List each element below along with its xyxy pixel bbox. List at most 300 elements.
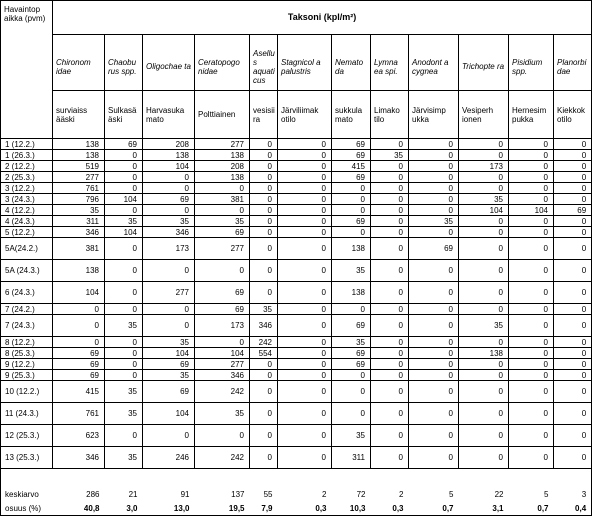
taxon-finnish-name: Limako tilo bbox=[371, 91, 409, 139]
row-date-label: 9 (12.2.) bbox=[1, 359, 53, 370]
table-cell: 0 bbox=[509, 403, 554, 425]
table-cell: 0 bbox=[509, 381, 554, 403]
table-cell: 0 bbox=[250, 150, 278, 161]
table-cell: 0 bbox=[459, 359, 509, 370]
table-cell: 0 bbox=[554, 403, 592, 425]
table-cell: 0 bbox=[554, 337, 592, 348]
table-cell: 138 bbox=[332, 282, 371, 304]
taxon-latin-name: Trichopte ra bbox=[459, 35, 509, 91]
table-cell: 138 bbox=[143, 150, 195, 161]
taxon-finnish-name: Harvasuka mato bbox=[143, 91, 195, 139]
table-cell: 35 bbox=[250, 304, 278, 315]
row-date-label: 13 (25.3.) bbox=[1, 447, 53, 469]
table-cell: 0 bbox=[143, 315, 195, 337]
table-cell: 69 bbox=[53, 359, 105, 370]
table-cell: 0 bbox=[278, 381, 332, 403]
table-row bbox=[1, 172, 592, 183]
table-cell: 0 bbox=[509, 194, 554, 205]
table-cell: 69 bbox=[554, 205, 592, 216]
table-cell: 0 bbox=[332, 183, 371, 194]
table-cell: 0 bbox=[554, 238, 592, 260]
table-cell: 0 bbox=[509, 183, 554, 194]
table-cell: 0 bbox=[371, 161, 409, 172]
table-cell: 346 bbox=[250, 315, 278, 337]
table-cell: 0 bbox=[105, 205, 143, 216]
table-cell: 0 bbox=[195, 337, 250, 348]
table-cell: 381 bbox=[195, 194, 250, 205]
table-cell: 0 bbox=[371, 260, 409, 282]
table-cell: 0 bbox=[409, 183, 459, 194]
table-cell: 0 bbox=[371, 370, 409, 381]
table-cell: 0 bbox=[105, 348, 143, 359]
table-cell: 0 bbox=[371, 403, 409, 425]
table-cell: 35 bbox=[332, 425, 371, 447]
taxon-finnish-name: Kiekkok otilo bbox=[554, 91, 592, 139]
table-cell: 277 bbox=[53, 172, 105, 183]
table-cell: 0 bbox=[459, 304, 509, 315]
table-cell: 0 bbox=[371, 348, 409, 359]
share-row-value: 40,8 bbox=[53, 501, 105, 516]
share-row-value: 3,0 bbox=[105, 501, 143, 516]
table-cell: 277 bbox=[195, 359, 250, 370]
row-date-label: 8 (12.2.) bbox=[1, 337, 53, 348]
table-cell: 242 bbox=[195, 381, 250, 403]
table-cell: 69 bbox=[195, 282, 250, 304]
table-cell: 0 bbox=[371, 315, 409, 337]
table-cell: 35 bbox=[53, 205, 105, 216]
table-cell: 0 bbox=[371, 227, 409, 238]
table-cell: 0 bbox=[250, 227, 278, 238]
table-cell: 0 bbox=[509, 315, 554, 337]
table-row bbox=[1, 205, 592, 216]
table-cell: 0 bbox=[143, 304, 195, 315]
share-row bbox=[1, 501, 592, 516]
taxon-latin-name: Asellu s aquati cus bbox=[250, 35, 278, 91]
table-cell: 0 bbox=[459, 337, 509, 348]
table-cell: 0 bbox=[409, 282, 459, 304]
average-row-value: 2 bbox=[278, 469, 332, 502]
table-cell: 104 bbox=[143, 403, 195, 425]
table-cell: 346 bbox=[53, 447, 105, 469]
taxa-title: Taksoni (kpl/m²) bbox=[53, 1, 592, 35]
table-cell: 69 bbox=[332, 150, 371, 161]
table-cell: 0 bbox=[554, 315, 592, 337]
table-cell: 35 bbox=[105, 216, 143, 227]
table-cell: 0 bbox=[509, 260, 554, 282]
table-cell: 277 bbox=[195, 238, 250, 260]
table-row bbox=[1, 216, 592, 227]
table-cell: 415 bbox=[332, 161, 371, 172]
table-cell: 0 bbox=[250, 205, 278, 216]
table-cell: 0 bbox=[371, 238, 409, 260]
table-cell: 346 bbox=[195, 370, 250, 381]
average-row-value: 2 bbox=[371, 469, 409, 502]
table-cell: 0 bbox=[250, 260, 278, 282]
table-cell: 0 bbox=[459, 425, 509, 447]
table-cell: 104 bbox=[195, 348, 250, 359]
table-cell: 0 bbox=[409, 304, 459, 315]
table-cell: 138 bbox=[195, 150, 250, 161]
table-cell: 0 bbox=[250, 216, 278, 227]
table-cell: 0 bbox=[371, 425, 409, 447]
table-cell: 0 bbox=[371, 194, 409, 205]
row-date-label: 5A(24.2.) bbox=[1, 238, 53, 260]
table-cell: 0 bbox=[195, 205, 250, 216]
table-cell: 311 bbox=[332, 447, 371, 469]
table-cell: 0 bbox=[371, 337, 409, 348]
table-cell: 0 bbox=[459, 150, 509, 161]
table-cell: 0 bbox=[278, 238, 332, 260]
table-cell: 0 bbox=[371, 139, 409, 150]
table-cell: 0 bbox=[250, 370, 278, 381]
average-row-value: 3 bbox=[554, 469, 592, 502]
table-cell: 69 bbox=[143, 359, 195, 370]
table-cell: 0 bbox=[509, 425, 554, 447]
table-cell: 0 bbox=[554, 370, 592, 381]
table-cell: 0 bbox=[195, 260, 250, 282]
row-date-label: 7 (24.3.) bbox=[1, 315, 53, 337]
table-cell: 346 bbox=[53, 227, 105, 238]
table-cell: 0 bbox=[409, 447, 459, 469]
table-cell: 0 bbox=[250, 381, 278, 403]
table-cell: 0 bbox=[509, 348, 554, 359]
table-row bbox=[1, 282, 592, 304]
table-cell: 0 bbox=[250, 183, 278, 194]
average-row-value: 137 bbox=[195, 469, 250, 502]
table-cell: 0 bbox=[459, 403, 509, 425]
table-cell: 0 bbox=[371, 282, 409, 304]
average-row-value: 5 bbox=[409, 469, 459, 502]
average-row-value: 55 bbox=[250, 469, 278, 502]
row-date-label: 4 (12.2.) bbox=[1, 205, 53, 216]
table-cell: 0 bbox=[278, 150, 332, 161]
table-cell: 0 bbox=[459, 381, 509, 403]
table-row bbox=[1, 227, 592, 238]
share-row-value: 0,7 bbox=[409, 501, 459, 516]
table-cell: 0 bbox=[554, 161, 592, 172]
table-cell: 104 bbox=[53, 282, 105, 304]
row-date-label: 10 (12.2.) bbox=[1, 381, 53, 403]
table-cell: 0 bbox=[554, 227, 592, 238]
table-cell: 69 bbox=[143, 381, 195, 403]
row-date-label: 12 (25.3.) bbox=[1, 425, 53, 447]
table-cell: 0 bbox=[278, 194, 332, 205]
row-date-label: 8 (25.3.) bbox=[1, 348, 53, 359]
table-cell: 0 bbox=[459, 172, 509, 183]
table-cell: 0 bbox=[332, 381, 371, 403]
taxon-latin-name: Chironom idae bbox=[53, 35, 105, 91]
table-cell: 0 bbox=[105, 183, 143, 194]
table-cell: 35 bbox=[332, 337, 371, 348]
table-cell: 104 bbox=[105, 194, 143, 205]
taxon-latin-name: Chaobu rus spp. bbox=[105, 35, 143, 91]
table-cell: 0 bbox=[332, 194, 371, 205]
table-cell: 0 bbox=[509, 304, 554, 315]
table-row bbox=[1, 139, 592, 150]
taxon-latin-name: Pisidium spp. bbox=[509, 35, 554, 91]
table-cell: 0 bbox=[105, 359, 143, 370]
table-cell: 0 bbox=[554, 348, 592, 359]
table-cell: 0 bbox=[371, 447, 409, 469]
table-cell: 0 bbox=[105, 370, 143, 381]
table-row bbox=[1, 315, 592, 337]
table-cell: 0 bbox=[409, 348, 459, 359]
table-cell: 0 bbox=[509, 337, 554, 348]
table-row bbox=[1, 337, 592, 348]
table-cell: 0 bbox=[459, 238, 509, 260]
table-cell: 35 bbox=[105, 447, 143, 469]
table-cell: 138 bbox=[332, 238, 371, 260]
table-cell: 0 bbox=[105, 172, 143, 183]
table-cell: 0 bbox=[509, 370, 554, 381]
table-row bbox=[1, 194, 592, 205]
table-cell: 0 bbox=[554, 194, 592, 205]
table-cell: 0 bbox=[278, 139, 332, 150]
table-cell: 0 bbox=[278, 282, 332, 304]
table-cell: 0 bbox=[105, 238, 143, 260]
table-cell: 35 bbox=[143, 216, 195, 227]
table-cell: 0 bbox=[195, 183, 250, 194]
share-row-value: 0,3 bbox=[371, 501, 409, 516]
row-date-label: 1 (12.2.) bbox=[1, 139, 53, 150]
table-cell: 0 bbox=[278, 315, 332, 337]
average-row-value: 286 bbox=[53, 469, 105, 502]
taxon-latin-name: Ceratopogo nidae bbox=[195, 35, 250, 91]
table-cell: 0 bbox=[332, 370, 371, 381]
table-row bbox=[1, 304, 592, 315]
average-row bbox=[1, 469, 592, 502]
table-cell: 0 bbox=[143, 183, 195, 194]
table-row bbox=[1, 183, 592, 194]
table-cell: 35 bbox=[195, 216, 250, 227]
table-row bbox=[1, 381, 592, 403]
table-cell: 0 bbox=[509, 447, 554, 469]
table-cell: 35 bbox=[459, 315, 509, 337]
table-cell: 0 bbox=[409, 161, 459, 172]
share-row-label: osuus (%) bbox=[1, 501, 53, 516]
taxon-finnish-name: Järvisimp ukka bbox=[409, 91, 459, 139]
header-row-finnish-names bbox=[1, 91, 592, 139]
header-row-title bbox=[1, 1, 592, 35]
table-cell: 0 bbox=[278, 348, 332, 359]
table-cell: 0 bbox=[509, 172, 554, 183]
table-cell: 0 bbox=[554, 425, 592, 447]
table-cell: 69 bbox=[332, 348, 371, 359]
table-row bbox=[1, 150, 592, 161]
table-cell: 0 bbox=[459, 227, 509, 238]
table-body bbox=[1, 1, 592, 516]
table-cell: 0 bbox=[371, 304, 409, 315]
table-cell: 0 bbox=[459, 447, 509, 469]
table-cell: 0 bbox=[143, 425, 195, 447]
table-cell: 35 bbox=[332, 260, 371, 282]
table-cell: 519 bbox=[53, 161, 105, 172]
table-cell: 69 bbox=[409, 238, 459, 260]
table-cell: 173 bbox=[195, 315, 250, 337]
table-cell: 0 bbox=[143, 172, 195, 183]
table-cell: 0 bbox=[409, 359, 459, 370]
table-row bbox=[1, 238, 592, 260]
table-cell: 0 bbox=[409, 403, 459, 425]
table-cell: 0 bbox=[554, 381, 592, 403]
table-cell: 0 bbox=[250, 282, 278, 304]
table-cell: 0 bbox=[409, 370, 459, 381]
table-cell: 104 bbox=[143, 161, 195, 172]
header-row-latin-names bbox=[1, 35, 592, 91]
table-cell: 0 bbox=[250, 425, 278, 447]
table-cell: 0 bbox=[250, 161, 278, 172]
table-cell: 381 bbox=[53, 238, 105, 260]
average-row-value: 91 bbox=[143, 469, 195, 502]
table-cell: 69 bbox=[53, 348, 105, 359]
table-cell: 0 bbox=[332, 205, 371, 216]
row-date-label: 3 (24.3.) bbox=[1, 194, 53, 205]
taxon-finnish-name: Vesiperh ionen bbox=[459, 91, 509, 139]
table-cell: 0 bbox=[105, 304, 143, 315]
average-row-value: 5 bbox=[509, 469, 554, 502]
row-date-label: 11 (24.3.) bbox=[1, 403, 53, 425]
row-date-label: 3 (12.2.) bbox=[1, 183, 53, 194]
row-date-label: 7 (24.2.) bbox=[1, 304, 53, 315]
table-cell: 0 bbox=[278, 304, 332, 315]
table-cell: 761 bbox=[53, 403, 105, 425]
table-cell: 69 bbox=[195, 227, 250, 238]
table-cell: 0 bbox=[459, 282, 509, 304]
average-row-value: 22 bbox=[459, 469, 509, 502]
table-row bbox=[1, 403, 592, 425]
table-cell: 69 bbox=[332, 315, 371, 337]
table-cell: 0 bbox=[250, 172, 278, 183]
table-cell: 0 bbox=[459, 370, 509, 381]
table-row bbox=[1, 161, 592, 172]
row-date-label: 1 (26.3.) bbox=[1, 150, 53, 161]
row-date-label: 5A (24.3.) bbox=[1, 260, 53, 282]
taxon-finnish-name: vesisii ra bbox=[250, 91, 278, 139]
table-cell: 242 bbox=[250, 337, 278, 348]
share-row-value: 13,0 bbox=[143, 501, 195, 516]
table-cell: 0 bbox=[459, 216, 509, 227]
taxon-latin-name: Oligochae ta bbox=[143, 35, 195, 91]
table-cell: 277 bbox=[143, 282, 195, 304]
share-row-value: 0,7 bbox=[509, 501, 554, 516]
table-cell: 623 bbox=[53, 425, 105, 447]
table-cell: 0 bbox=[143, 260, 195, 282]
table-cell: 35 bbox=[195, 403, 250, 425]
table-cell: 311 bbox=[53, 216, 105, 227]
share-row-value: 7,9 bbox=[250, 501, 278, 516]
table-cell: 0 bbox=[509, 359, 554, 370]
table-cell: 0 bbox=[554, 447, 592, 469]
table-cell: 0 bbox=[509, 227, 554, 238]
share-row-value: 10,3 bbox=[332, 501, 371, 516]
table-cell: 35 bbox=[105, 403, 143, 425]
table-cell: 104 bbox=[459, 205, 509, 216]
taxon-finnish-name: Polttiainen bbox=[195, 91, 250, 139]
table-cell: 0 bbox=[332, 403, 371, 425]
table-cell: 246 bbox=[143, 447, 195, 469]
table-cell: 0 bbox=[105, 150, 143, 161]
table-cell: 0 bbox=[554, 183, 592, 194]
table-cell: 0 bbox=[53, 304, 105, 315]
table-cell: 0 bbox=[278, 447, 332, 469]
table-cell: 0 bbox=[250, 194, 278, 205]
table-cell: 0 bbox=[371, 381, 409, 403]
table-cell: 0 bbox=[332, 227, 371, 238]
taxon-latin-name: Stagnicol a palustris bbox=[278, 35, 332, 91]
taxon-latin-name: Planorbi dae bbox=[554, 35, 592, 91]
table-cell: 0 bbox=[278, 359, 332, 370]
table-cell: 138 bbox=[195, 172, 250, 183]
table-cell: 0 bbox=[459, 139, 509, 150]
average-row-label: keskiarvo bbox=[1, 469, 53, 502]
table-cell: 35 bbox=[459, 194, 509, 205]
table-cell: 0 bbox=[509, 139, 554, 150]
table-cell: 0 bbox=[195, 425, 250, 447]
table-cell: 0 bbox=[459, 260, 509, 282]
table-cell: 104 bbox=[105, 227, 143, 238]
table-cell: 0 bbox=[105, 161, 143, 172]
table-cell: 0 bbox=[409, 315, 459, 337]
table-cell: 0 bbox=[250, 403, 278, 425]
table-cell: 35 bbox=[371, 150, 409, 161]
row-date-label: 6 (24.3.) bbox=[1, 282, 53, 304]
share-row-value: 19,5 bbox=[195, 501, 250, 516]
table-cell: 415 bbox=[53, 381, 105, 403]
table-cell: 208 bbox=[195, 161, 250, 172]
share-row-value: 0,3 bbox=[278, 501, 332, 516]
table-row bbox=[1, 370, 592, 381]
taxon-finnish-name: sukkula mato bbox=[332, 91, 371, 139]
table-cell: 0 bbox=[105, 282, 143, 304]
table-cell: 0 bbox=[250, 359, 278, 370]
table-cell: 0 bbox=[250, 139, 278, 150]
row-date-label: 9 (25.3.) bbox=[1, 370, 53, 381]
average-row-value: 72 bbox=[332, 469, 371, 502]
taxon-finnish-name: Järviliimak otilo bbox=[278, 91, 332, 139]
table-cell: 173 bbox=[459, 161, 509, 172]
date-column-header: Havaintop aikka (pvm) bbox=[1, 1, 53, 139]
taxon-finnish-name: surviaiss ääski bbox=[53, 91, 105, 139]
taxon-finnish-name: Sulkasä äski bbox=[105, 91, 143, 139]
table-cell: 0 bbox=[143, 205, 195, 216]
row-date-label: 2 (12.2.) bbox=[1, 161, 53, 172]
average-row-value: 21 bbox=[105, 469, 143, 502]
table-cell: 0 bbox=[509, 238, 554, 260]
table-cell: 0 bbox=[278, 337, 332, 348]
table-cell: 346 bbox=[143, 227, 195, 238]
row-date-label: 5 (12.2.) bbox=[1, 227, 53, 238]
table-cell: 0 bbox=[53, 337, 105, 348]
table-cell: 0 bbox=[278, 216, 332, 227]
row-date-label: 2 (25.3.) bbox=[1, 172, 53, 183]
table-cell: 0 bbox=[278, 183, 332, 194]
table-cell: 69 bbox=[53, 370, 105, 381]
table-cell: 0 bbox=[509, 150, 554, 161]
table-cell: 35 bbox=[143, 370, 195, 381]
table-cell: 0 bbox=[409, 337, 459, 348]
table-cell: 796 bbox=[53, 194, 105, 205]
table-cell: 0 bbox=[409, 227, 459, 238]
table-cell: 69 bbox=[332, 216, 371, 227]
table-cell: 0 bbox=[278, 370, 332, 381]
table-cell: 138 bbox=[53, 260, 105, 282]
table-cell: 138 bbox=[459, 348, 509, 359]
table-cell: 0 bbox=[105, 260, 143, 282]
table-cell: 0 bbox=[105, 337, 143, 348]
table-cell: 0 bbox=[409, 260, 459, 282]
table-row bbox=[1, 425, 592, 447]
table-cell: 554 bbox=[250, 348, 278, 359]
